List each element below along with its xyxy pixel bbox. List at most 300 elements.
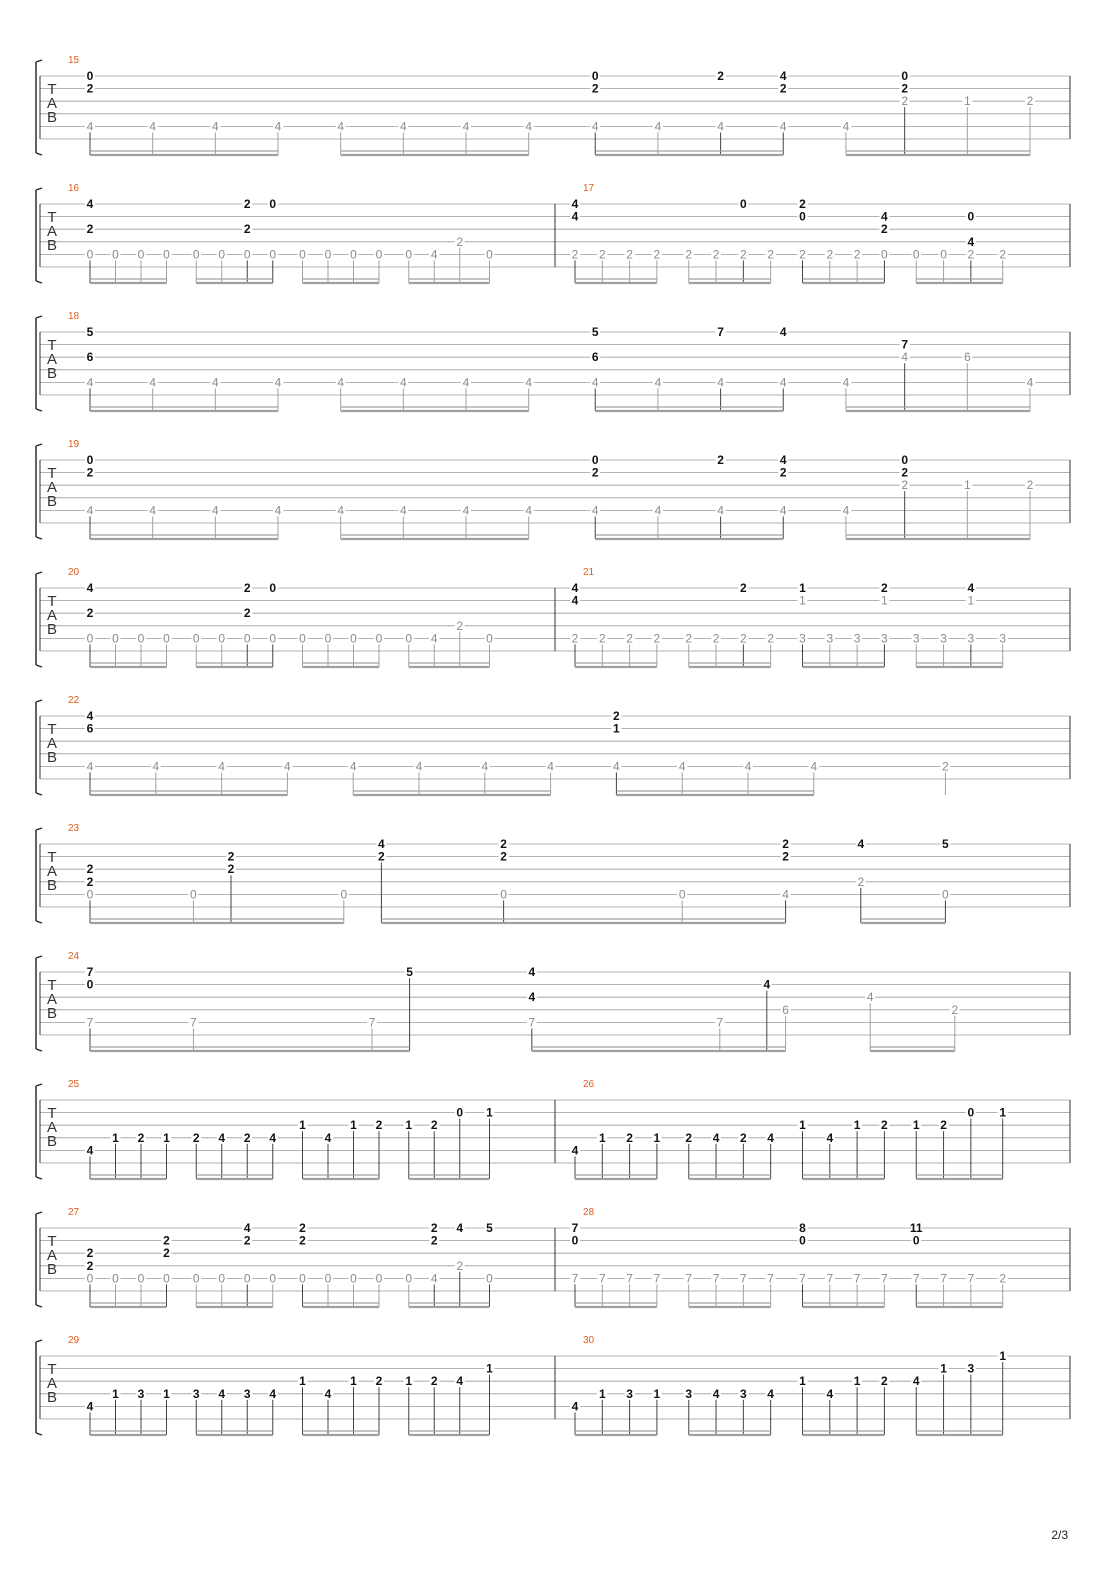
fret-number: 4 bbox=[678, 759, 686, 774]
fret-number: 4 bbox=[86, 709, 94, 723]
fret-number: 5 bbox=[486, 1221, 493, 1235]
fret-number: 2 bbox=[192, 1130, 200, 1145]
fret-number: 4 bbox=[378, 837, 385, 851]
fret-number: 2 bbox=[163, 1246, 170, 1261]
fret-number: 3 bbox=[626, 1386, 633, 1401]
fret-number: 4 bbox=[782, 887, 789, 902]
fret-number: 7 bbox=[716, 1015, 724, 1030]
fret-number: 1 bbox=[853, 1118, 861, 1133]
fret-number: 0 bbox=[112, 247, 119, 262]
fret-number: 4 bbox=[571, 1399, 579, 1414]
fret-number: 7 bbox=[653, 1271, 661, 1286]
tab-clef-letter: T bbox=[47, 721, 57, 738]
measure-number: 17 bbox=[583, 183, 595, 194]
fret-number: 1 bbox=[653, 1386, 661, 1401]
fret-number: 0 bbox=[912, 1233, 920, 1248]
fret-number: 0 bbox=[405, 631, 413, 646]
fret-number: 4 bbox=[528, 965, 536, 979]
fret-number: 1 bbox=[350, 1118, 357, 1133]
system-brace bbox=[36, 1212, 42, 1307]
tab-clef-letter: B bbox=[46, 621, 58, 638]
fret-number: 4 bbox=[881, 209, 888, 224]
fret-number: 2 bbox=[767, 247, 774, 262]
fret-number: 4 bbox=[613, 759, 620, 774]
tab-clef-letter: B bbox=[46, 1133, 58, 1150]
fret-number: 7 bbox=[626, 1271, 633, 1286]
fret-number: 2 bbox=[685, 1130, 693, 1145]
fret-number: 7 bbox=[598, 1271, 606, 1286]
fret-number: 4 bbox=[654, 119, 662, 134]
fret-number: 4 bbox=[767, 1386, 774, 1401]
fret-number: 0 bbox=[571, 1233, 579, 1248]
fret-number: 2 bbox=[243, 1233, 251, 1248]
fret-number: 4 bbox=[149, 503, 157, 518]
fret-number: 2 bbox=[227, 849, 235, 864]
fret-number: 0 bbox=[299, 631, 306, 646]
tab-clef-letter: A bbox=[46, 1119, 58, 1136]
fret-number: 4 bbox=[826, 1130, 834, 1145]
measure-number: 28 bbox=[583, 1207, 595, 1218]
fret-number: 4 bbox=[274, 119, 282, 134]
fret-number: 1 bbox=[999, 1105, 1007, 1120]
fret-number: 3 bbox=[967, 631, 975, 646]
fret-number: 4 bbox=[717, 119, 724, 134]
fret-number: 0 bbox=[243, 1271, 251, 1286]
fret-number: 4 bbox=[415, 759, 423, 774]
tab-clef-letter: T bbox=[47, 465, 57, 482]
fret-number: 4 bbox=[337, 503, 345, 518]
tab-clef-letter: A bbox=[46, 991, 58, 1008]
fret-number: 0 bbox=[967, 1105, 975, 1120]
fret-number: 0 bbox=[86, 977, 94, 992]
fret-number: 2 bbox=[799, 197, 806, 211]
tab-clef-letter: A bbox=[46, 1247, 58, 1264]
fret-number: 0 bbox=[86, 69, 94, 83]
measure-number: 19 bbox=[68, 439, 80, 450]
fret-number: 2 bbox=[717, 69, 724, 83]
fret-number: 4 bbox=[481, 759, 489, 774]
fret-number: 1 bbox=[299, 1118, 306, 1133]
fret-number: 0 bbox=[218, 1271, 226, 1286]
fret-number: 0 bbox=[591, 69, 599, 83]
tab-clef-letter: A bbox=[46, 607, 58, 624]
fret-number: 2 bbox=[717, 453, 724, 467]
fret-number: 2 bbox=[456, 1258, 464, 1273]
fret-number: 3 bbox=[685, 1386, 693, 1401]
fret-number: 0 bbox=[375, 1271, 383, 1286]
fret-number: 2 bbox=[613, 709, 620, 723]
fret-number: 4 bbox=[86, 759, 94, 774]
fret-number: 0 bbox=[299, 1271, 306, 1286]
fret-number: 7 bbox=[767, 1271, 774, 1286]
tab-clef-letter: A bbox=[46, 479, 58, 496]
tab-clef-letter: A bbox=[46, 863, 58, 880]
fret-number: 0 bbox=[486, 631, 493, 646]
fret-number: 7 bbox=[86, 965, 94, 979]
fret-number: 2 bbox=[243, 197, 251, 211]
tab-clef-letter: B bbox=[46, 749, 58, 766]
fret-number: 4 bbox=[86, 375, 94, 390]
fret-number: 2 bbox=[685, 631, 693, 646]
fret-number: 7 bbox=[940, 1271, 947, 1286]
fret-number: 2 bbox=[901, 465, 909, 480]
fret-number: 7 bbox=[712, 1271, 720, 1286]
fret-number: 1 bbox=[163, 1386, 170, 1401]
fret-number: 0 bbox=[243, 631, 251, 646]
fret-number: 4 bbox=[717, 375, 724, 390]
fret-number: 4 bbox=[86, 581, 94, 595]
fret-number: 0 bbox=[405, 247, 413, 262]
fret-number: 0 bbox=[218, 247, 226, 262]
fret-number: 2 bbox=[456, 618, 464, 633]
fret-number: 7 bbox=[881, 1271, 888, 1286]
tab-clef-letter: A bbox=[46, 1375, 58, 1392]
fret-number: 2 bbox=[767, 631, 774, 646]
fret-number: 7 bbox=[912, 1271, 920, 1286]
fret-number: 4 bbox=[86, 1399, 94, 1414]
page-number: 2/3 bbox=[1051, 1528, 1068, 1542]
fret-number: 1 bbox=[881, 593, 888, 608]
fret-number: 2 bbox=[779, 81, 787, 96]
measure-number: 24 bbox=[68, 951, 80, 962]
fret-number: 2 bbox=[782, 837, 789, 851]
system-brace bbox=[36, 188, 42, 283]
fret-number: 4 bbox=[324, 1130, 332, 1145]
fret-number: 1 bbox=[912, 1118, 920, 1133]
fret-number: 0 bbox=[137, 1271, 145, 1286]
fret-number: 0 bbox=[163, 631, 170, 646]
tab-clef-letter: A bbox=[46, 223, 58, 240]
fret-number: 4 bbox=[218, 1130, 226, 1145]
fret-number: 7 bbox=[571, 1271, 579, 1286]
tab-clef-letter: T bbox=[47, 337, 57, 354]
fret-number: 2 bbox=[571, 247, 579, 262]
fret-number: 11 bbox=[909, 1221, 923, 1235]
fret-number: 4 bbox=[571, 593, 579, 608]
fret-number: 2 bbox=[740, 1130, 747, 1145]
tab-clef-letter: A bbox=[46, 95, 58, 112]
fret-number: 1 bbox=[963, 478, 971, 493]
fret-number: 2 bbox=[500, 837, 507, 851]
fret-number: 2 bbox=[137, 1130, 145, 1145]
tab-clef-letter: T bbox=[47, 1105, 57, 1122]
fret-number: 1 bbox=[163, 1130, 170, 1145]
fret-number: 0 bbox=[881, 247, 888, 262]
fret-number: 0 bbox=[86, 453, 94, 467]
fret-number: 1 bbox=[112, 1130, 119, 1145]
fret-number: 8 bbox=[799, 1221, 806, 1235]
fret-number: 2 bbox=[712, 631, 720, 646]
fret-number: 2 bbox=[712, 247, 720, 262]
fret-number: 4 bbox=[779, 69, 787, 83]
fret-number: 2 bbox=[1026, 478, 1034, 493]
fret-number: 2 bbox=[967, 247, 975, 262]
fret-number: 0 bbox=[912, 247, 920, 262]
fret-number: 2 bbox=[375, 1118, 383, 1133]
fret-number: 0 bbox=[324, 1271, 332, 1286]
fret-number: 0 bbox=[901, 453, 909, 467]
system-brace bbox=[36, 700, 42, 795]
measure-number: 23 bbox=[68, 823, 80, 834]
fret-number: 0 bbox=[86, 887, 94, 902]
fret-number: 2 bbox=[881, 581, 888, 595]
tab-clef-letter: B bbox=[46, 1005, 58, 1022]
fret-number: 1 bbox=[598, 1130, 606, 1145]
fret-number: 0 bbox=[192, 1271, 200, 1286]
fret-number: 0 bbox=[324, 247, 332, 262]
tab-clef-letter: T bbox=[47, 1361, 57, 1378]
fret-number: 0 bbox=[967, 209, 975, 224]
fret-number: 2 bbox=[86, 222, 94, 237]
measure-number: 16 bbox=[68, 183, 80, 194]
tab-clef-letter: B bbox=[46, 237, 58, 254]
fret-number: 1 bbox=[963, 94, 971, 109]
fret-number: 2 bbox=[853, 247, 861, 262]
tab-clef-letter: A bbox=[46, 735, 58, 752]
fret-number: 2 bbox=[243, 581, 251, 595]
fret-number: 3 bbox=[999, 631, 1007, 646]
fret-number: 0 bbox=[500, 887, 507, 902]
fret-number: 0 bbox=[192, 247, 200, 262]
fret-number: 4 bbox=[152, 759, 160, 774]
fret-number: 7 bbox=[826, 1271, 834, 1286]
tab-clef-letter: T bbox=[47, 849, 57, 866]
fret-number: 0 bbox=[137, 247, 145, 262]
fret-number: 2 bbox=[227, 862, 235, 877]
fret-number: 2 bbox=[86, 1258, 94, 1273]
fret-number: 4 bbox=[547, 759, 554, 774]
fret-number: 3 bbox=[940, 631, 947, 646]
fret-number: 4 bbox=[779, 119, 787, 134]
tab-clef-letter: T bbox=[47, 1233, 57, 1250]
fret-number: 0 bbox=[86, 247, 94, 262]
fret-number: 4 bbox=[826, 1386, 834, 1401]
fret-number: 4 bbox=[779, 453, 787, 467]
system-brace bbox=[36, 1340, 42, 1435]
fret-number: 2 bbox=[598, 631, 606, 646]
fret-number: 2 bbox=[881, 1374, 888, 1389]
tab-clef-letter: T bbox=[47, 209, 57, 226]
fret-number: 0 bbox=[486, 247, 493, 262]
fret-number: 6 bbox=[782, 1002, 789, 1017]
system-brace bbox=[36, 316, 42, 411]
fret-number: 4 bbox=[712, 1386, 720, 1401]
system-brace bbox=[36, 60, 42, 155]
fret-number: 2 bbox=[591, 81, 599, 96]
fret-number: 4 bbox=[211, 503, 219, 518]
fret-number: 4 bbox=[86, 197, 94, 211]
measure-number: 15 bbox=[68, 55, 80, 66]
fret-number: 2 bbox=[740, 631, 747, 646]
fret-number: 2 bbox=[378, 849, 385, 864]
fret-number: 4 bbox=[462, 119, 470, 134]
fret-number: 2 bbox=[430, 1233, 438, 1248]
fret-number: 4 bbox=[525, 503, 533, 518]
fret-number: 1 bbox=[299, 1374, 306, 1389]
fret-number: 5 bbox=[942, 837, 949, 851]
fret-number: 7 bbox=[571, 1221, 579, 1235]
system-brace bbox=[36, 1084, 42, 1179]
fret-number: 1 bbox=[405, 1118, 413, 1133]
fret-number: 4 bbox=[284, 759, 291, 774]
fret-number: 0 bbox=[269, 197, 277, 211]
fret-number: 0 bbox=[350, 1271, 357, 1286]
fret-number: 7 bbox=[528, 1015, 536, 1030]
fret-number: 0 bbox=[591, 453, 599, 467]
fret-number: 4 bbox=[324, 1386, 332, 1401]
fret-number: 3 bbox=[826, 631, 834, 646]
tab-clef-letter: T bbox=[47, 593, 57, 610]
fret-number: 4 bbox=[571, 209, 579, 224]
fret-number: 1 bbox=[486, 1105, 493, 1120]
fret-number: 4 bbox=[274, 375, 282, 390]
fret-number: 1 bbox=[799, 1118, 806, 1133]
fret-number: 2 bbox=[740, 247, 747, 262]
fret-number: 4 bbox=[591, 119, 599, 134]
fret-number: 4 bbox=[218, 1386, 226, 1401]
fret-number: 2 bbox=[500, 849, 507, 864]
fret-number: 4 bbox=[591, 503, 599, 518]
fret-number: 2 bbox=[626, 631, 633, 646]
fret-number: 4 bbox=[86, 1143, 94, 1158]
fret-number: 3 bbox=[967, 1361, 975, 1376]
fret-number: 2 bbox=[1026, 94, 1034, 109]
measure-number: 30 bbox=[583, 1335, 595, 1346]
fret-number: 0 bbox=[456, 1105, 464, 1120]
fret-number: 0 bbox=[163, 247, 170, 262]
measure-number: 21 bbox=[583, 567, 595, 578]
fret-number: 2 bbox=[901, 94, 909, 109]
tab-clef-letter: B bbox=[46, 365, 58, 382]
fret-number: 4 bbox=[654, 375, 662, 390]
fret-number: 4 bbox=[349, 759, 357, 774]
fret-number: 1 bbox=[405, 1374, 413, 1389]
fret-number: 2 bbox=[857, 874, 865, 889]
fret-number: 0 bbox=[375, 247, 383, 262]
fret-number: 3 bbox=[137, 1386, 145, 1401]
fret-number: 4 bbox=[712, 1130, 720, 1145]
fret-number: 7 bbox=[368, 1015, 376, 1030]
tab-clef-letter: B bbox=[46, 493, 58, 510]
system-brace bbox=[36, 956, 42, 1051]
fret-number: 2 bbox=[653, 631, 661, 646]
fret-number: 2 bbox=[86, 465, 94, 480]
fret-number: 4 bbox=[967, 581, 975, 595]
fret-number: 5 bbox=[86, 325, 94, 339]
fret-number: 0 bbox=[340, 887, 348, 902]
fret-number: 3 bbox=[881, 631, 888, 646]
measure-number: 26 bbox=[583, 1079, 595, 1090]
fret-number: 0 bbox=[799, 1233, 806, 1248]
fret-number: 4 bbox=[571, 1143, 579, 1158]
fret-number: 4 bbox=[337, 375, 345, 390]
fret-number: 2 bbox=[901, 81, 909, 96]
fret-number: 1 bbox=[799, 1374, 806, 1389]
fret-number: 1 bbox=[799, 593, 806, 608]
fret-number: 2 bbox=[653, 247, 661, 262]
fret-number: 2 bbox=[243, 222, 251, 237]
fret-number: 2 bbox=[430, 1374, 438, 1389]
fret-number: 7 bbox=[799, 1271, 806, 1286]
fret-number: 4 bbox=[866, 990, 874, 1005]
fret-number: 4 bbox=[1026, 375, 1034, 390]
fret-number: 2 bbox=[740, 581, 747, 595]
fret-number: 4 bbox=[274, 503, 282, 518]
fret-number: 2 bbox=[86, 862, 94, 877]
fret-number: 7 bbox=[190, 1015, 197, 1030]
fret-number: 1 bbox=[799, 581, 806, 595]
fret-number: 4 bbox=[218, 759, 225, 774]
tab-clef-letter: T bbox=[47, 977, 57, 994]
fret-number: 2 bbox=[626, 247, 633, 262]
system-brace bbox=[36, 572, 42, 667]
fret-number: 4 bbox=[717, 503, 724, 518]
fret-number: 2 bbox=[782, 849, 789, 864]
fret-number: 4 bbox=[967, 234, 975, 249]
fret-number: 2 bbox=[243, 1130, 251, 1145]
fret-number: 7 bbox=[853, 1271, 861, 1286]
fret-number: 2 bbox=[826, 247, 834, 262]
fret-number: 2 bbox=[243, 606, 251, 621]
fret-number: 6 bbox=[963, 350, 971, 365]
fret-number: 4 bbox=[571, 197, 579, 211]
fret-number: 7 bbox=[685, 1271, 693, 1286]
fret-number: 2 bbox=[163, 1233, 170, 1248]
fret-number: 4 bbox=[842, 375, 850, 390]
fret-number: 6 bbox=[591, 350, 599, 365]
fret-number: 0 bbox=[163, 1271, 170, 1286]
fret-number: 2 bbox=[799, 247, 806, 262]
fret-number: 4 bbox=[243, 1221, 251, 1235]
fret-number: 4 bbox=[211, 375, 219, 390]
tab-clef-letter: B bbox=[46, 1389, 58, 1406]
fret-number: 0 bbox=[269, 581, 277, 595]
fret-number: 2 bbox=[430, 1221, 438, 1235]
fret-number: 3 bbox=[853, 631, 861, 646]
fret-number: 0 bbox=[942, 887, 949, 902]
fret-number: 4 bbox=[430, 631, 438, 646]
fret-number: 7 bbox=[86, 1015, 94, 1030]
fret-number: 0 bbox=[901, 69, 909, 83]
fret-number: 1 bbox=[613, 721, 620, 736]
fret-number: 2 bbox=[940, 1118, 947, 1133]
fret-number: 6 bbox=[86, 350, 94, 365]
fret-number: 4 bbox=[456, 1221, 464, 1235]
fret-number: 4 bbox=[842, 503, 850, 518]
fret-number: 2 bbox=[456, 234, 464, 249]
fret-number: 0 bbox=[375, 631, 383, 646]
fret-number: 2 bbox=[571, 631, 579, 646]
fret-number: 0 bbox=[324, 631, 332, 646]
fret-number: 7 bbox=[717, 325, 724, 339]
fret-number: 4 bbox=[654, 503, 662, 518]
fret-number: 1 bbox=[598, 1386, 606, 1401]
fret-number: 2 bbox=[779, 465, 787, 480]
fret-number: 4 bbox=[842, 119, 850, 134]
fret-number: 0 bbox=[137, 631, 145, 646]
fret-number: 4 bbox=[337, 119, 345, 134]
fret-number: 1 bbox=[486, 1361, 493, 1376]
fret-number: 4 bbox=[211, 119, 219, 134]
fret-number: 0 bbox=[112, 631, 119, 646]
fret-number: 4 bbox=[86, 119, 94, 134]
fret-number: 0 bbox=[190, 887, 197, 902]
measure-number: 29 bbox=[68, 1335, 80, 1346]
fret-number: 4 bbox=[779, 503, 787, 518]
fret-number: 4 bbox=[149, 119, 157, 134]
fret-number: 2 bbox=[86, 874, 94, 889]
measure-number: 27 bbox=[68, 1207, 80, 1218]
